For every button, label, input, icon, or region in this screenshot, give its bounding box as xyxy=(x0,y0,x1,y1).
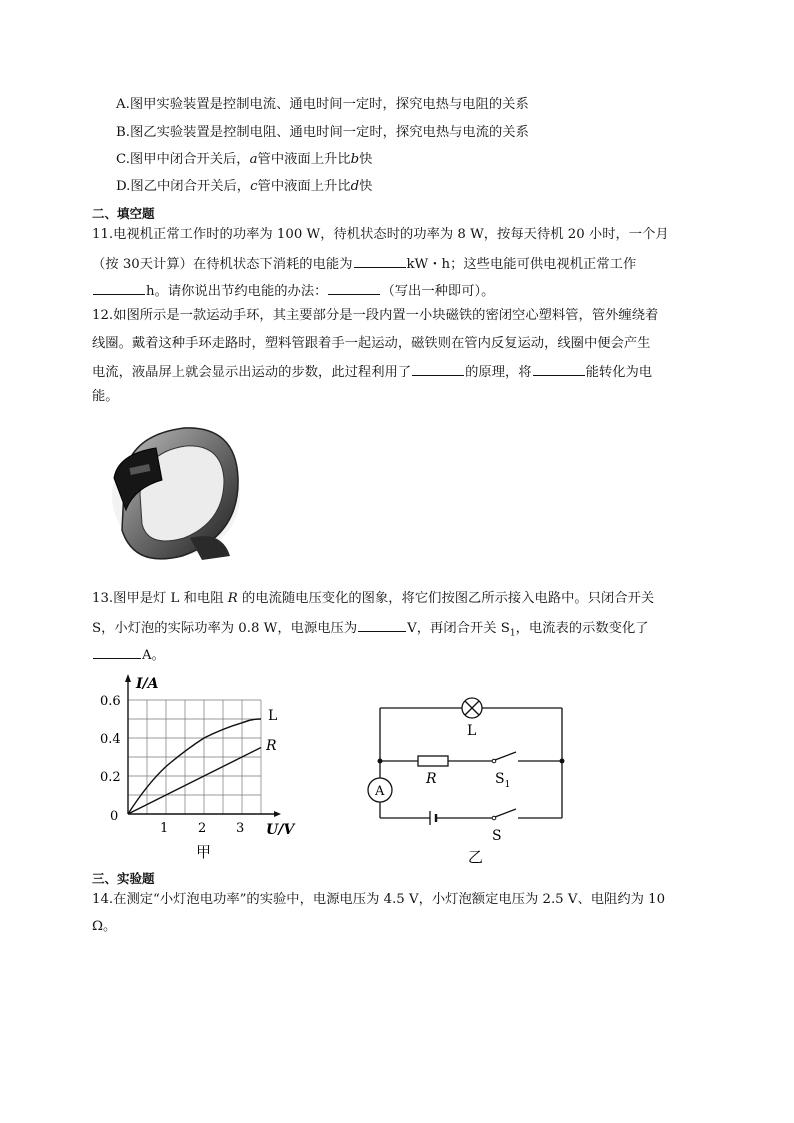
y-tick-label: 0 xyxy=(110,809,119,824)
switch-s1-label: $S_1$ xyxy=(495,771,511,790)
q10-option-d: D.图乙中闭合开关后，c管中液面上升比d快 xyxy=(116,179,373,194)
x-axis-arrow xyxy=(274,811,281,817)
y-tick-label: 0.6 xyxy=(100,694,121,709)
answer-blank[interactable] xyxy=(93,645,141,659)
q13-line-1: 13.图甲是灯 L 和电阻 R 的电流随电压变化的图象，将它们按图乙所示接入电路中。只闭合开关 xyxy=(92,591,655,606)
section-heading-experiment: 三、实验题 xyxy=(92,871,155,886)
figure-caption-yi: 乙 xyxy=(468,848,484,866)
q14-line-1: 14.在测定“小灯泡电功率”的实验中，电源电压为 4.5 V，小灯泡额定电压为 2.5 V、电阻约为 10 xyxy=(92,892,666,907)
series-label-L: L xyxy=(268,708,278,724)
q10-option-c: C.图甲中闭合开关后，a管中液面上升比b快 xyxy=(116,152,373,167)
answer-blank[interactable] xyxy=(354,254,406,268)
answer-blank[interactable] xyxy=(533,362,585,376)
x-tick-label: 2 xyxy=(198,821,207,836)
answer-blank[interactable] xyxy=(93,281,145,295)
figure-caption-jia: 甲 xyxy=(196,843,212,861)
answer-blank[interactable] xyxy=(328,281,380,295)
fitness-band-image xyxy=(104,418,244,568)
q12-line-3: 电流，液晶屏上就会显示出运动的步数，此过程利用了 的原理，将 能转化为电 xyxy=(92,362,652,382)
q14-line-2: Ω。 xyxy=(92,919,117,934)
x-tick-label: 3 xyxy=(236,821,245,836)
q13-line-2: S，小灯泡的实际功率为 0.8 W，电源电压为 V，再闭合开关 $S_1$，电流表的示数变化了 xyxy=(92,618,649,643)
ammeter-symbol xyxy=(368,778,392,802)
answer-blank[interactable] xyxy=(412,362,464,376)
iu-graph xyxy=(100,674,306,864)
q10-option-a: A.图甲实验装置是控制电流、通电时间一定时，探究电热与电阻的关系 xyxy=(116,97,529,112)
q11-line-1: 11.电视机正常工作时的功率为 100 W，待机状态时的功率为 8 W，按每天待机 20 小时，一个月 xyxy=(92,227,669,242)
lamp-symbol xyxy=(462,698,482,718)
q11-line-2: （按 30天计算）在待机状态下消耗的电能为 kW・h；这些电能可供电视机正常工作 xyxy=(92,254,636,274)
section-heading-fill-blank: 二、填空题 xyxy=(92,206,155,221)
switch-s1 xyxy=(495,752,516,760)
resistor-label: R xyxy=(426,771,437,787)
answer-blank[interactable] xyxy=(358,618,406,632)
lamp-label: L xyxy=(467,723,477,739)
y-axis-label: I/A xyxy=(136,676,159,692)
q12-line-2: 线圈。戴着这种手环走路时，塑料管跟着手一起运动，磁铁则在管内反复运动，线圈中便会产生 xyxy=(92,336,651,351)
switch-s-label: S xyxy=(492,828,502,844)
resistor-symbol xyxy=(418,756,448,766)
q12-line-1: 12.如图所示是一款运动手环，其主要部分是一段内置一小块磁铁的密闭空心塑料管，管外缠绕着 xyxy=(92,308,659,323)
svg-text:A: A xyxy=(375,784,385,799)
y-tick-label: 0.4 xyxy=(100,732,121,747)
q10-option-b: B.图乙实验装置是控制电阻、通电时间一定时，探究电热与电流的关系 xyxy=(116,125,529,140)
q11-line-3: h。请你说出节约电能的办法： （写出一种即可）。 xyxy=(92,281,494,301)
series-line-L xyxy=(128,719,261,814)
y-axis-arrow xyxy=(125,674,131,682)
y-tick-label: 0.2 xyxy=(100,770,121,785)
switch-s xyxy=(495,809,516,817)
q13-line-3: A。 xyxy=(92,645,165,665)
x-tick-label: 1 xyxy=(160,821,169,836)
q12-line-4: 能。 xyxy=(92,389,119,404)
circuit-diagram xyxy=(368,690,578,865)
x-axis-label: U/V xyxy=(266,822,295,838)
series-line-R xyxy=(128,748,261,815)
series-label-R: R xyxy=(266,738,277,754)
